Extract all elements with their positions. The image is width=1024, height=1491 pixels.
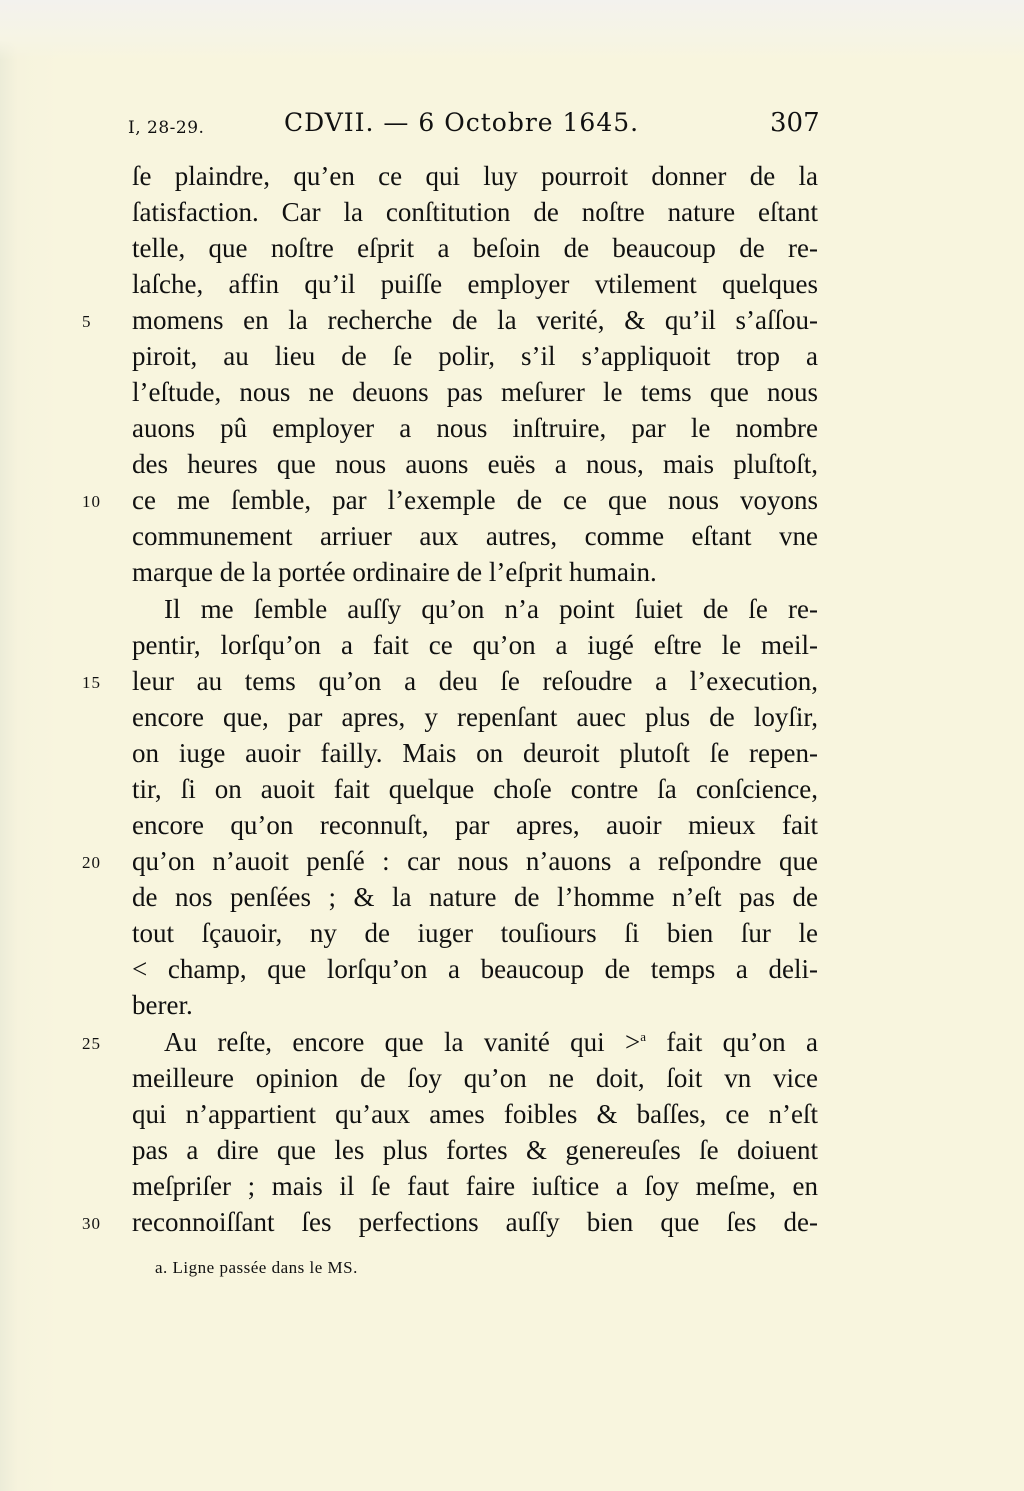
text-line: reconnoiſſant ſes perfections auſſy bien que ſes de- xyxy=(132,1207,818,1237)
text-line: ſatisfaction. Car la conſtitution de noſtre nature eſtant xyxy=(132,197,818,227)
text-line: l’eſtude, nous ne deuons pas meſurer le tems que nous xyxy=(132,377,818,407)
footnote-marker: a xyxy=(640,1029,647,1044)
text-fragment: Au reſte, encore que la vanité qui > xyxy=(164,1027,641,1057)
text-line: des heures que nous auons euës a nous, mais pluſtoſt, xyxy=(132,449,818,479)
text-line: piroit, au lieu de ſe polir, s’il s’appliquoit trop a xyxy=(132,341,818,371)
footnote: a. Ligne passée dans le MS. xyxy=(155,1258,358,1277)
text-line: communement arriuer aux autres, comme eſtant vne xyxy=(132,521,818,551)
line-number: 20 xyxy=(82,853,101,872)
text-line: on iuge auoir failly. Mais on deuroit plutoſt ſe repen- xyxy=(132,738,818,768)
text-line: pas a dire que les plus fortes & genereuſes ſe doiuent xyxy=(132,1135,818,1165)
text-line: leur au tems qu’on a deu ſe reſoudre a l’execution, xyxy=(132,666,818,696)
page-number: 307 xyxy=(770,108,820,138)
text-line: meilleure opinion de ſoy qu’on ne doit, ſoit vn vice xyxy=(132,1063,818,1093)
text-line: tout ſçauoir, ny de iuger touſiours ſi bien ſur le xyxy=(132,918,818,948)
text-line: < champ, que lorſqu’on a beaucoup de temps a deli- xyxy=(132,954,818,984)
line-number: 30 xyxy=(82,1214,101,1233)
line-number: 25 xyxy=(82,1034,101,1053)
text-line: telle, que noſtre eſprit a beſoin de beaucoup de re- xyxy=(132,233,818,263)
text-line: qui n’appartient qu’aux ames foibles & baſſes, ce n’eſt xyxy=(132,1099,818,1129)
text-line: encore que, par apres, y repenſant auec plus de loyſir, xyxy=(132,702,818,732)
text-line: momens en la recherche de la verité, & qu’il s’aſſou- xyxy=(132,305,818,335)
text-line-with-footnote-marker xyxy=(164,1024,818,1060)
line-number: 15 xyxy=(82,673,101,692)
text-line: marque de la portée ordinaire de l’eſprit humain. xyxy=(132,557,657,587)
running-head xyxy=(0,108,1024,148)
line-number: 5 xyxy=(82,312,92,331)
text-line: ce me ſemble, par l’exemple de ce que nous voyons xyxy=(132,485,818,515)
letter-heading: CDVII. — 6 Octobre 1645. xyxy=(284,108,640,137)
page-top-margin xyxy=(0,0,1024,60)
text-line: ſe plaindre, qu’en ce qui luy pourroit donner de la xyxy=(132,161,818,191)
volume-reference: I, 28-29. xyxy=(128,118,205,138)
text-line: tir, ſi on auoit fait quelque choſe contre ſa conſcience, xyxy=(132,774,818,804)
text-line: auons pû employer a nous inſtruire, par le nombre xyxy=(132,413,818,443)
line-number: 10 xyxy=(82,492,101,511)
text-fragment: fait qu’on a xyxy=(646,1027,818,1057)
text-line: qu’on n’auoit penſé : car nous n’auons a reſpondre que xyxy=(132,846,818,876)
text-line: meſpriſer ; mais il ſe faut faire iuſtice a ſoy meſme, en xyxy=(132,1171,818,1201)
text-line: laſche, affin qu’il puiſſe employer vtilement quelques xyxy=(132,269,818,299)
text-line: Il me ſemble auſſy qu’on n’a point ſuiet de ſe re- xyxy=(164,594,818,624)
text-line: de nos penſées ; & la nature de l’homme n’eſt pas de xyxy=(132,882,818,912)
text-line: berer. xyxy=(132,990,193,1020)
text-line: pentir, lorſqu’on a fait ce qu’on a iugé eſtre le meil- xyxy=(132,630,818,660)
text-line: encore qu’on reconnuſt, par apres, auoir mieux fait xyxy=(132,810,818,840)
